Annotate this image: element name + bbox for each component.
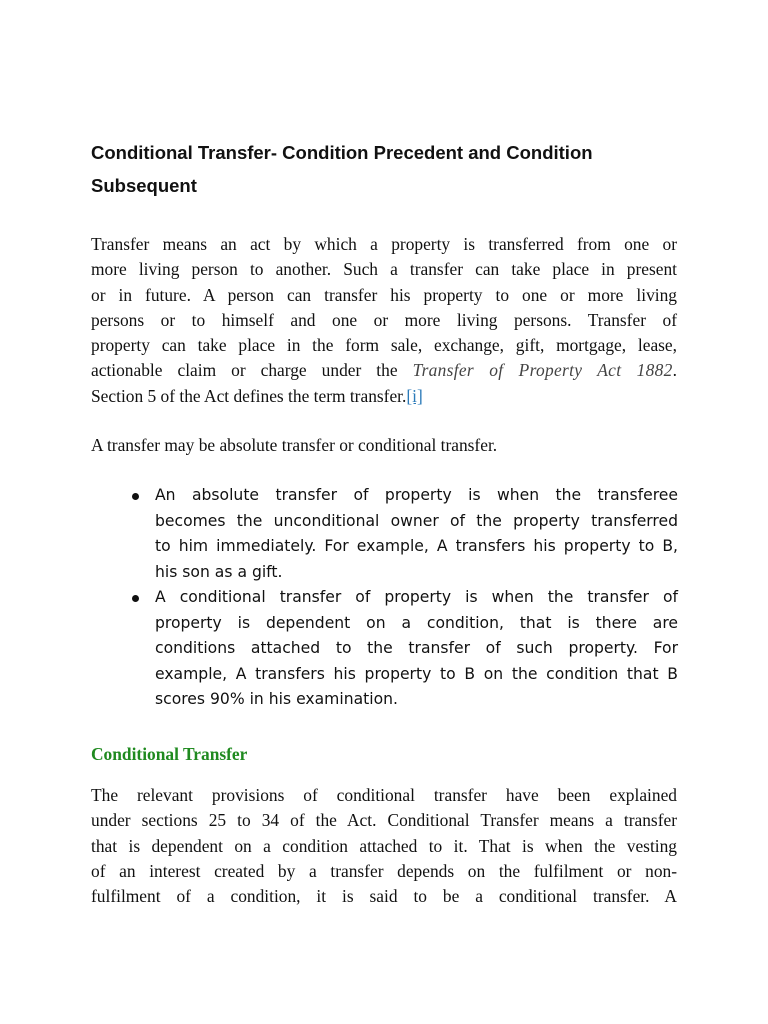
list-item-line: to him immediately. For example, A transfers his property to B,	[155, 537, 678, 555]
footnote-link[interactable]: [i]	[406, 385, 423, 406]
act-suffix: .	[672, 360, 677, 381]
act-prefix: actionable claim or charge under the	[91, 360, 413, 381]
paragraph-line: The relevant provisions of conditional transfer have been explained	[91, 785, 677, 805]
paragraph-line-section	[91, 384, 677, 409]
bullet-icon	[132, 595, 139, 602]
paragraph-line-act	[91, 358, 677, 383]
list-item-line: becomes the unconditional owner of the property transferred	[155, 511, 678, 530]
paragraph-line: Transfer means an act by which a property is transferred from one or	[91, 234, 677, 254]
paragraph-line: property can take place in the form sale, exchange, gift, mortgage, lease,	[91, 335, 677, 356]
paragraph-transfer-types: A transfer may be absolute transfer or conditional transfer.	[91, 435, 498, 455]
paragraph-line: more living person to another. Such a transfer can take place in present	[91, 259, 677, 280]
list-item-line: conditions attached to the transfer of such property. For	[155, 639, 678, 657]
paragraph-line: persons or to himself and one or more living persons. Transfer of	[91, 309, 677, 330]
paragraph-line: that is dependent on a condition attached to it. That is when the vesting	[91, 835, 677, 856]
paragraph-line: under sections 25 to 34 of the Act. Conditional Transfer means a transfer	[91, 810, 677, 831]
section-heading-conditional-transfer: Conditional Transfer	[91, 744, 248, 764]
list-item-line: example, A transfers his property to B on the condition that B	[155, 664, 678, 683]
section-text: Section 5 of the Act defines the term transfer.	[91, 385, 407, 406]
paragraph-line: of an interest created by a transfer depends on the fulfilment or non-	[91, 860, 677, 881]
list-item	[130, 585, 678, 713]
list-item-line: his son as a gift.	[155, 562, 283, 581]
list-item-line: scores 90% in his examination.	[155, 690, 398, 708]
list-item-line: An absolute transfer of property is when the transferee	[155, 486, 678, 504]
list-item	[130, 483, 678, 585]
act-name: Transfer of Property Act 1882	[412, 360, 673, 381]
paragraph-line: or in future. A person can transfer his property to one or more living	[91, 284, 677, 305]
bullet-icon	[132, 493, 139, 500]
paragraph-line: fulfilment of a condition, it is said to be a conditional transfer. A	[91, 886, 677, 907]
document-title: Conditional Transfer- Condition Precedent and Condition Subsequent	[91, 142, 593, 196]
list-item-line: property is dependent on a condition, that is there are	[155, 613, 678, 632]
list-item-line: A conditional transfer of property is when the transfer of	[155, 588, 678, 606]
paragraph-conditional-transfer	[91, 783, 677, 909]
transfer-types-list	[130, 483, 678, 713]
paragraph-transfer-definition	[91, 232, 677, 409]
